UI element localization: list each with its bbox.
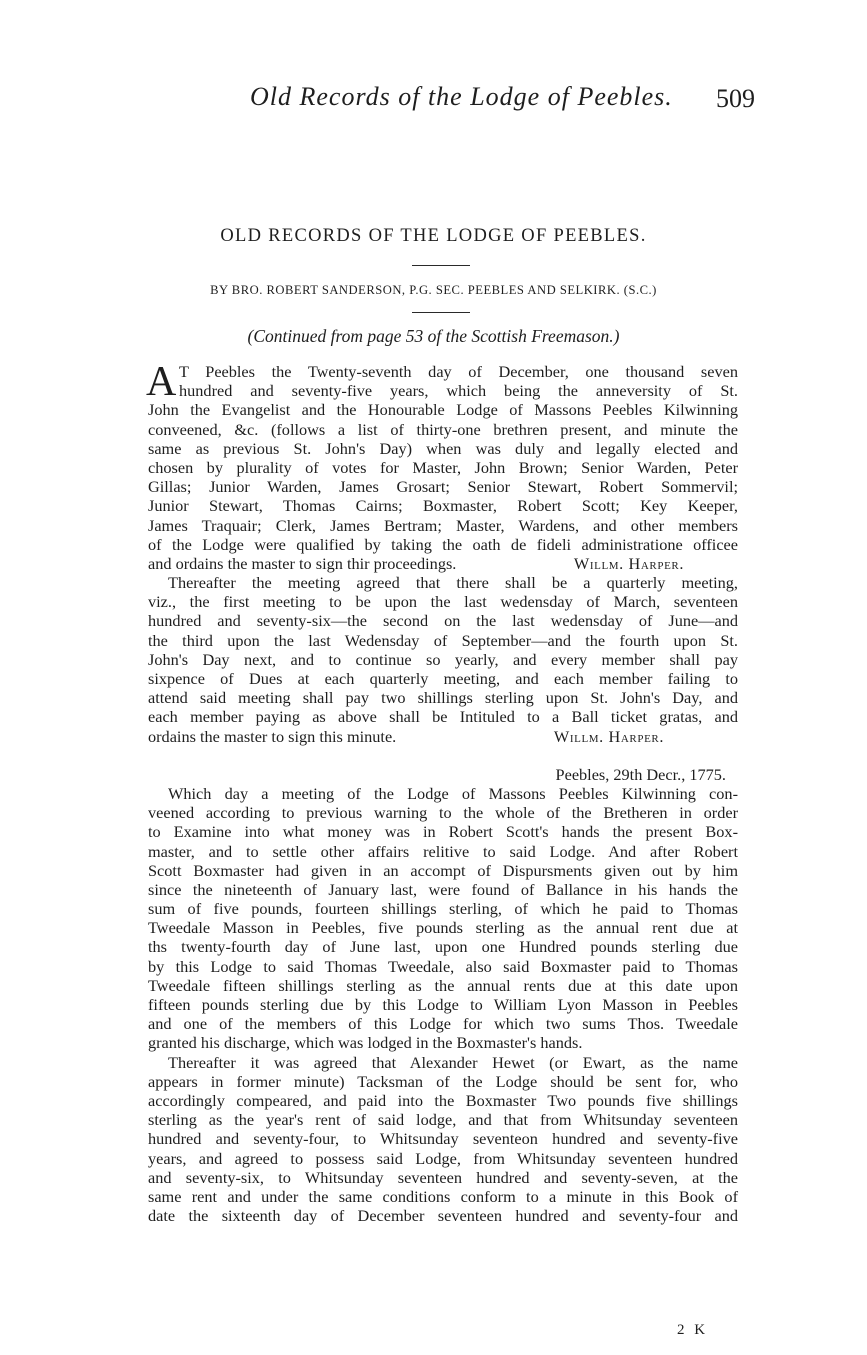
text-line: attend said meeting shall pay two shillings sterling upon St. John's Day, and [148,688,738,708]
text-line: sum of five pounds, fourteen shillings sterling, of which he paid to Thomas [148,899,738,919]
text-line: Gillas; Junior Warden, James Grosart; Senior Stewart, Robert Sommervil; [148,477,738,497]
text-line: and ordains the master to sign thir proceedings. [148,553,457,573]
signature: Willm. Harper. [553,726,664,746]
text-line: to Examine into what money was in Robert Scott's hands the present Box- [148,822,738,842]
text-line: hundred and seventy-four, to Whitsunday seventeon hundred and seventy-five [148,1129,738,1149]
text-line: fifteen pounds sterling due by this Lodge to William Lyon Masson in Peebles [148,995,738,1014]
text-line: granted his discharge, which was lodged in the Boxmaster's hands. [148,1033,583,1053]
text-line: same rent and under the same conditions conform to a minute in this Book of [148,1186,738,1206]
text-line-with-signature [148,727,738,746]
text-line: each member paying as above shall be Intituled to a Ball ticket gratas, and [148,707,738,727]
text-line: by this Lodge to said Thomas Tweedale, also said Boxmaster paid to Thomas [148,956,738,976]
text-line: Thereafter it was agreed that Alexander Hewet (or Ewart, as the name [168,1052,738,1072]
text-line: accordingly compeared, and paid into the Boxmaster Two pounds five shillings [148,1090,738,1110]
article-body [146,359,738,1226]
text-line-with-signature [148,554,738,573]
drop-cap: A [146,359,177,405]
text-line: appears in former minute) Tacksman of the Lodge should be sent for, who [148,1071,738,1091]
text-line: viz., the first meeting to be upon the last wedensday of March, seventeen [148,592,738,612]
text-line: John the Evangelist and the Honourable Lodge of Massons Peebles Kilwinning [148,400,738,420]
text-line: and seventy-six, to Whitsunday seventeen hundred and seventy-seven, at the [148,1167,738,1187]
text-line: of the Lodge were qualified by taking the oath de fideli administratione officee [148,534,738,554]
text-line: Tweedale Masson in Peebles, five pounds sterling as the annual rent due at [148,918,738,938]
continuation-note: (Continued from page 53 of the Scottish Freemason.) [247,326,620,346]
text-line: chosen by plurality of votes for Master, John Brown; Senior Warden, Peter [148,457,738,477]
text-line: years, and agreed to possess said Lodge, from Whitsunday seventeen hundred [148,1148,738,1168]
text-line: Which day a meeting of the Lodge of Massons Peebles Kilwinning con- [168,783,738,803]
dateline: Peebles, 29th Decr., 1775. [555,764,726,784]
article-title: OLD RECORDS OF THE LODGE OF PEEBLES. [220,226,647,246]
text-line: date the sixteenth day of December seventeen hundred and seventy-four and [148,1206,738,1226]
text-line: ordains the master to sign this minute. [148,726,397,746]
text-line: hundred and seventy-five years, which being the anneversity of St. [179,381,738,401]
page-number: 509 [716,84,755,113]
running-head [0,82,867,122]
text-line: hundred and seventy-six—the second on the last wedensday of June—and [148,611,738,631]
text-line: Tweedale fifteen shillings sterling as the annual rents due at this date upon [148,975,738,995]
running-title: Old Records of the Lodge of Peebles. [250,82,673,111]
text-line: John's Day next, and to continue so yearly, and every member shall pay [148,649,738,669]
text-line: sterling as the year's rent of said lodge, and that from Whitsunday seventeen [148,1110,738,1130]
text-line: and one of the members of this Lodge for which two sums Thos. Tweedale [148,1014,738,1034]
text-line: master, and to settle other affairs relitive to said Lodge. And after Robert [148,841,738,861]
text-line: Thereafter the meeting agreed that there shall be a quarterly meeting, [168,573,738,593]
signature: Willm. Harper. [573,553,684,573]
text-line: T Peebles the Twenty-seventh day of December, one thousand seven [179,362,738,381]
text-line: ths twenty-fourth day of June last, upon one Hundred pounds sterling due [148,937,738,957]
title-divider [412,265,470,266]
byline: BY BRO. ROBERT SANDERSON, P.G. SEC. PEEBLES AND SELKIRK. (S.C.) [210,283,657,297]
text-line: sixpence of Dues at each quarterly meeting, and each member failing to [148,669,738,688]
text-line: the third upon the last Wedensday of September—and the fourth upon St. [148,630,738,650]
text-line: veened according to previous warning to the whole of the Bretheren in order [148,803,738,823]
text-line: same as previous St. John's Day) when was duly and legally elected and [148,438,738,458]
text-line: Scott Boxmaster had given in an accompt of Dispursments given out by him [148,860,738,880]
text-line: conveened, &c. (follows a list of thirty-one brethren present, and minute the [148,419,738,439]
printer-signature-mark: 2 K [677,1322,709,1338]
byline-divider [412,312,470,313]
text-line: Junior Stewart, Thomas Cairns; Boxmaster, Robert Scott; Key Keeper, [148,496,738,516]
text-line: James Traquair; Clerk, James Bertram; Master, Wardens, and other members [148,515,738,535]
text-line: since the nineteenth of January last, were found of Ballance in his hands the [148,879,738,899]
